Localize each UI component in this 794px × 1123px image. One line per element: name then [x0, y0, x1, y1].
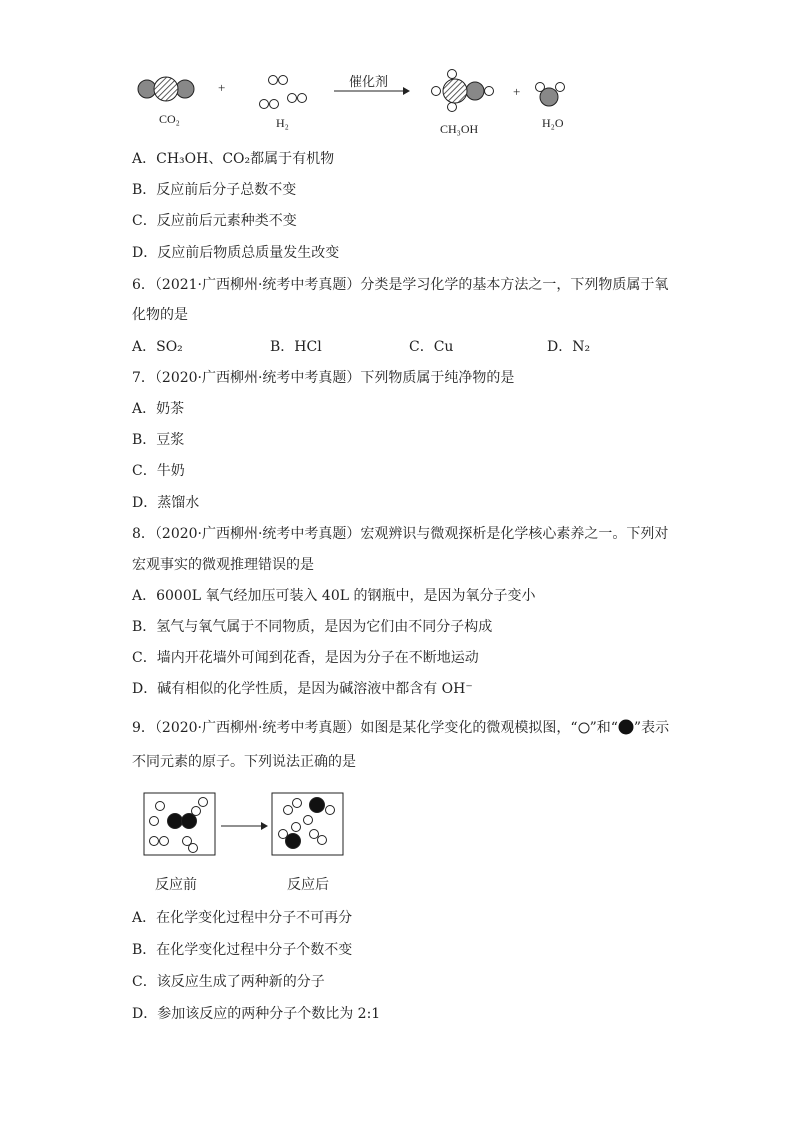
q6-option-b: B．HCl: [270, 339, 322, 355]
q7-option-a: A．奶茶: [132, 401, 185, 417]
q9-stem-part2: ”和“: [589, 720, 618, 736]
after-box: [272, 793, 343, 855]
h2o-label: H₂O: [542, 116, 564, 130]
q6-option-c: C．Cu: [409, 339, 454, 355]
q9-option-d: D．参加该反应的两种分子个数比为 2:1: [132, 1006, 381, 1022]
q9-stem-part1: 9．（2020·广西柳州·统考中考真题）如图是某化学变化的微观模拟图，“: [132, 720, 578, 736]
q8-option-b: B．氢气与氧气属于不同物质，是因为它们由不同分子构成: [132, 619, 493, 635]
q6-options: [132, 337, 692, 357]
ch3oh-molecule: [432, 70, 494, 112]
q7-option-d: D．蒸馏水: [132, 495, 200, 511]
white-atom-icon: [578, 722, 590, 734]
q8-stem-line2: 宏观事实的微观推理错误的是: [132, 557, 314, 573]
plus-sign: +: [218, 80, 226, 95]
co2-molecule: [138, 77, 194, 101]
q8-stem-line1: 8．（2020·广西柳州·统考中考真题）宏观辨识与微观探析是化学核心素养之一。下列对: [132, 526, 669, 542]
after-label: 反应后: [287, 877, 329, 893]
reaction-diagram: [0, 0, 794, 150]
q9-stem-part3: ”表示: [633, 720, 670, 736]
h2-molecules: [260, 76, 307, 109]
h2o-molecule: [536, 83, 565, 107]
q9-option-a: A．在化学变化过程中分子不可再分: [132, 910, 353, 926]
q7-option-b: B．豆浆: [132, 432, 185, 448]
plus-sign: +: [513, 84, 521, 99]
co2-label: CO₂: [159, 112, 180, 126]
q7-stem: 7．（2020·广西柳州·统考中考真题）下列物质属于纯净物的是: [132, 370, 515, 386]
q6-stem-line1: 6．（2021·广西柳州·统考中考真题）分类是学习化学的基本方法之一，下列物质属于氧: [132, 277, 669, 293]
q9-option-c: C．该反应生成了两种新的分子: [132, 974, 325, 990]
q5-option-b: B．反应前后分子总数不变: [132, 182, 297, 198]
q7-option-c: C．牛奶: [132, 463, 185, 479]
q6-stem-line2: 化物的是: [132, 307, 188, 323]
black-atom-icon: [618, 719, 634, 735]
ch3oh-label: CH₃OH: [440, 122, 479, 136]
q9-stem-line2: 不同元素的原子。下列说法正确的是: [132, 754, 356, 770]
h2-label: H₂: [276, 116, 289, 130]
q6-option-d: D．N₂: [547, 339, 591, 355]
q5-option-a: A．CH₃OH、CO₂都属于有机物: [132, 151, 335, 167]
q6-option-a: A．SO₂: [132, 339, 183, 355]
q9-option-b: B．在化学变化过程中分子个数不变: [132, 942, 353, 958]
catalyst-label: 催化剂: [349, 75, 389, 90]
q8-option-a: A．6000L 氧气经加压可装入 40L 的钢瓶中，是因为氧分子变小: [132, 588, 536, 604]
q5-option-d: D．反应前后物质总质量发生改变: [132, 245, 340, 261]
q8-option-d: D．碱有相似的化学性质，是因为碱溶液中都含有 OH⁻: [132, 681, 473, 697]
q8-option-c: C．墙内开花墙外可闻到花香，是因为分子在不断地运动: [132, 650, 479, 666]
q5-option-c: C．反应前后元素种类不变: [132, 213, 297, 229]
q9-stem-line1: [132, 718, 669, 738]
before-box: [144, 793, 215, 855]
before-label: 反应前: [155, 877, 197, 893]
